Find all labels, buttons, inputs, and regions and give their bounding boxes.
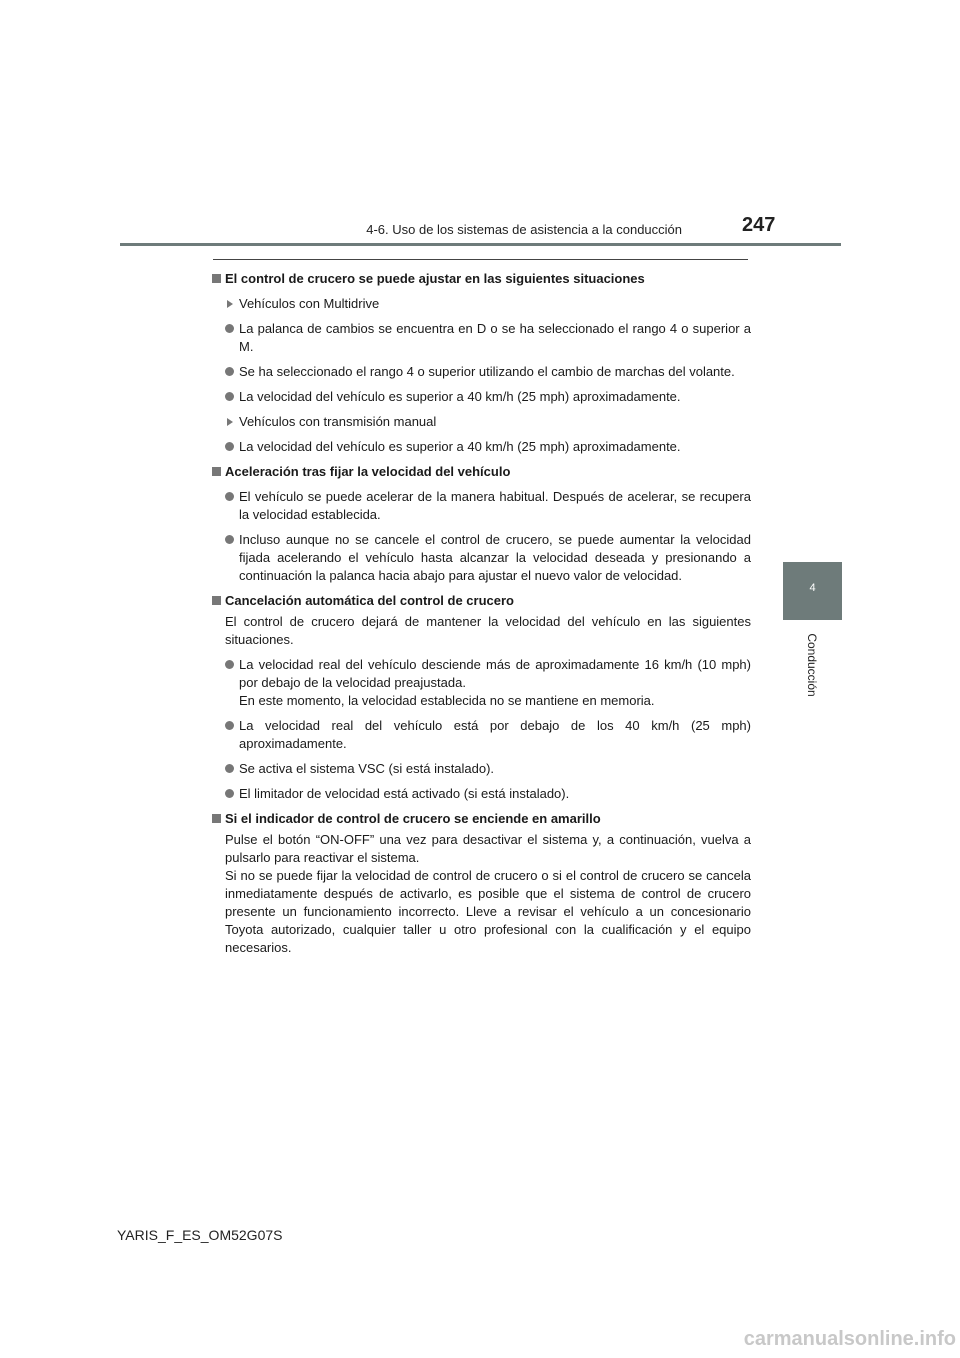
list-item: [211, 785, 751, 803]
list-item-text: Se activa el sistema VSC (si está instalado).: [239, 761, 495, 776]
triangle-bullet-icon: [227, 418, 233, 426]
document-code: YARIS_F_ES_OM52G07S: [117, 1227, 283, 1243]
list-item-text: La palanca de cambios se encuentra en D o se ha seleccionado el rango 4 o superior a M.: [239, 321, 751, 354]
content-rule: [213, 259, 748, 260]
paragraph: El control de crucero dejará de mantener la velocidad del vehículo en las siguientes situaciones.: [225, 614, 751, 647]
heading-text: Si el indicador de control de crucero se enciende en amarillo: [225, 811, 601, 826]
list-item: [211, 760, 751, 778]
main-content: [211, 270, 751, 964]
square-bullet-icon: [212, 596, 221, 605]
list-item-text: La velocidad del vehículo es superior a 40 km/h (25 mph) aproximadamente.: [239, 389, 681, 404]
circle-bullet-icon: [225, 492, 234, 501]
list-item: [211, 488, 751, 524]
triangle-bullet-icon: [227, 300, 233, 308]
list-item: [211, 531, 751, 585]
heading-text: Aceleración tras fijar la velocidad del vehículo: [225, 464, 511, 479]
circle-bullet-icon: [225, 764, 234, 773]
list-item-text: Se ha seleccionado el rango 4 o superior utilizando el cambio de marchas del volante.: [239, 364, 735, 379]
circle-bullet-icon: [225, 324, 234, 333]
chapter-tab: [783, 562, 842, 620]
list-item-text: La velocidad real del vehículo está por debajo de los 40 km/h (25 mph) aproximadamente.: [239, 718, 751, 751]
paragraph: [211, 831, 751, 957]
heading-text: El control de crucero se puede ajustar en las siguientes situaciones: [225, 271, 645, 286]
square-bullet-icon: [212, 814, 221, 823]
list-item-text: En este momento, la velocidad establecida no se mantiene en memoria.: [239, 693, 655, 708]
list-item: [211, 717, 751, 753]
subheading-text: Vehículos con transmisión manual: [239, 414, 437, 429]
circle-bullet-icon: [225, 660, 234, 669]
heading-text: Cancelación automática del control de crucero: [225, 593, 514, 608]
subheading: [211, 413, 751, 431]
section-title: 4-6. Uso de los sistemas de asistencia a la conducción: [366, 222, 682, 237]
list-item: [211, 320, 751, 356]
section-heading: [211, 270, 751, 288]
circle-bullet-icon: [225, 392, 234, 401]
list-item: [211, 363, 751, 381]
circle-bullet-icon: [225, 789, 234, 798]
list-item: [211, 388, 751, 406]
circle-bullet-icon: [225, 535, 234, 544]
list-item-text: La velocidad del vehículo es superior a 40 km/h (25 mph) aproximadamente.: [239, 439, 681, 454]
paragraph-text: Pulse el botón “ON-OFF” una vez para desactivar el sistema y, a continuación, vuelva a pulsarlo para reactivar el sistema.: [225, 832, 751, 865]
watermark: carmanualsonline.info: [743, 1328, 956, 1350]
page-number: 247: [742, 214, 776, 236]
chapter-label: Conducción: [805, 633, 819, 697]
subheading: [211, 295, 751, 313]
header-rule: [120, 243, 841, 246]
circle-bullet-icon: [225, 442, 234, 451]
square-bullet-icon: [212, 274, 221, 283]
section-heading: [211, 810, 751, 828]
chapter-number: 4: [809, 582, 816, 594]
square-bullet-icon: [212, 467, 221, 476]
subheading-text: Vehículos con Multidrive: [239, 296, 380, 311]
section-heading: [211, 463, 751, 481]
circle-bullet-icon: [225, 367, 234, 376]
section-heading: [211, 592, 751, 610]
list-item-text: La velocidad real del vehículo desciende más de aproximadamente 16 km/h (10 mph) por debajo de la velocidad preajustada.: [239, 657, 751, 690]
list-item-text: El vehículo se puede acelerar de la manera habitual. Después de acelerar, se recupera la velocidad establecida.: [239, 489, 751, 522]
list-item-text: Incluso aunque no se cancele el control de crucero, se puede aumentar la velocidad fijada acelerando el vehículo hasta alcanzar la velocidad deseada y presionando a continuación la palanca hacia abajo para ajustar el nuevo valor de velocidad.: [239, 532, 751, 583]
circle-bullet-icon: [225, 721, 234, 730]
list-item-text: El limitador de velocidad está activado (si está instalado).: [239, 786, 570, 801]
list-item: [211, 438, 751, 456]
paragraph-text: Si no se puede fijar la velocidad de control de crucero o si el control de crucero se cancela inmediatamente después de activarlo, es posible que el sistema de control de crucero presente un funcionamiento incorrecto. Lleve a revisar el vehículo a un concesionario Toyota autorizado, cualquier taller u otro profesional con la cualificación y el equipo necesarios.: [225, 868, 751, 955]
list-item: [211, 656, 751, 710]
